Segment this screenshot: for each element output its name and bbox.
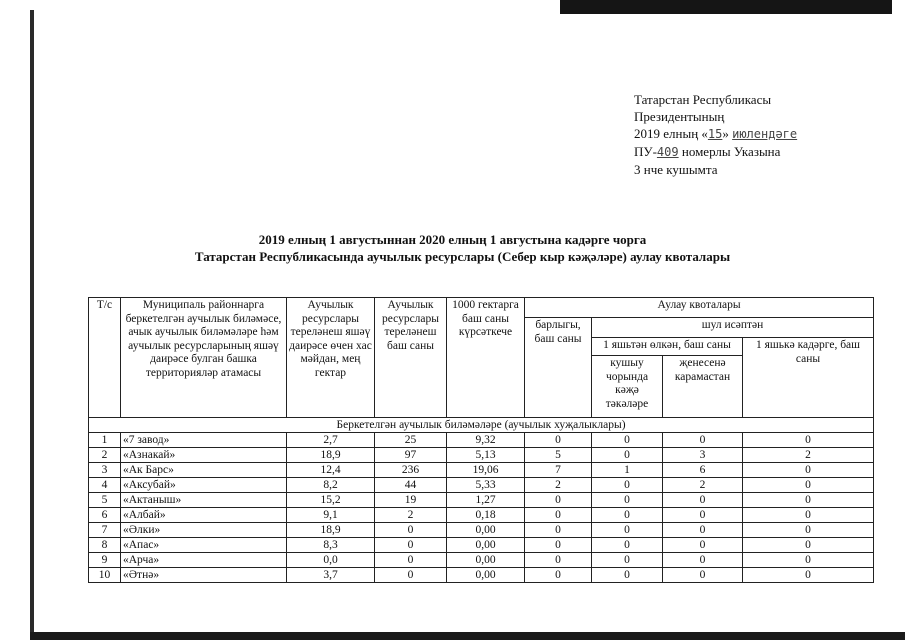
cell-total: 0 bbox=[525, 553, 592, 568]
cell-under1: 0 bbox=[743, 553, 874, 568]
cell-count: 25 bbox=[375, 433, 447, 448]
header-under-1-year: 1 яшькә кадәрге, баш саны bbox=[743, 338, 874, 418]
cell-total: 0 bbox=[525, 523, 592, 538]
cell-n: 1 bbox=[89, 433, 121, 448]
cell-density: 0,00 bbox=[447, 568, 525, 583]
cell-n: 10 bbox=[89, 568, 121, 583]
table-row bbox=[89, 508, 874, 523]
cell-any: 0 bbox=[663, 553, 743, 568]
cell-total: 7 bbox=[525, 463, 592, 478]
cell-name: «Актаныш» bbox=[121, 493, 287, 508]
quota-table bbox=[88, 297, 874, 583]
cell-count: 2 bbox=[375, 508, 447, 523]
cell-male: 0 bbox=[592, 568, 663, 583]
table-row bbox=[89, 463, 874, 478]
cell-density: 5,13 bbox=[447, 448, 525, 463]
cell-name: «7 завод» bbox=[121, 433, 287, 448]
decree-date-prefix: 2019 елның « bbox=[634, 126, 708, 141]
cell-name: «Азнакай» bbox=[121, 448, 287, 463]
cell-n: 5 bbox=[89, 493, 121, 508]
cell-area: 18,9 bbox=[287, 523, 375, 538]
cell-total: 0 bbox=[525, 538, 592, 553]
cell-area: 18,9 bbox=[287, 448, 375, 463]
table-row bbox=[89, 433, 874, 448]
cell-n: 2 bbox=[89, 448, 121, 463]
cell-total: 0 bbox=[525, 433, 592, 448]
header-count: Аучылык ресурслары тереләнеш баш саны bbox=[375, 298, 447, 418]
cell-density: 1,27 bbox=[447, 493, 525, 508]
header-area: Аучылык ресурслары тереләнеш яшәү даирәсе өчен хас мәйдан, мең гектар bbox=[287, 298, 375, 418]
header-including: шул исәптән bbox=[592, 318, 874, 338]
addressee-line-2: Президентының bbox=[634, 109, 725, 124]
cell-total: 5 bbox=[525, 448, 592, 463]
cell-under1: 2 bbox=[743, 448, 874, 463]
cell-n: 8 bbox=[89, 538, 121, 553]
cell-area: 3,7 bbox=[287, 568, 375, 583]
decree-day: 15 bbox=[707, 127, 723, 141]
cell-name: «Ак Барс» bbox=[121, 463, 287, 478]
cell-name: «Апас» bbox=[121, 538, 287, 553]
cell-area: 9,1 bbox=[287, 508, 375, 523]
cell-any: 0 bbox=[663, 568, 743, 583]
cell-under1: 0 bbox=[743, 478, 874, 493]
cell-any: 0 bbox=[663, 508, 743, 523]
cell-n: 3 bbox=[89, 463, 121, 478]
table-row bbox=[89, 448, 874, 463]
cell-male: 0 bbox=[592, 553, 663, 568]
cell-count: 19 bbox=[375, 493, 447, 508]
cell-male: 0 bbox=[592, 433, 663, 448]
table-row bbox=[89, 553, 874, 568]
cell-any: 0 bbox=[663, 538, 743, 553]
header-name: Муниципаль районнарга беркетелгән аучылык биләмәсе, ачык аучылык биләмәләре һәм аучылык ресурсларының яшәү даирәсе булган башка территорияләр атамасы bbox=[121, 298, 287, 418]
cell-male: 0 bbox=[592, 448, 663, 463]
addressee-line-5: 3 нче кушымта bbox=[634, 162, 718, 177]
table-row bbox=[89, 568, 874, 583]
title-line-2: Татарстан Республикасында аучылык ресурслары (Себер кыр кәҗәләре) аулау квоталары bbox=[194, 249, 731, 264]
table-row bbox=[89, 493, 874, 508]
cell-under1: 0 bbox=[743, 568, 874, 583]
cell-name: «Әтнә» bbox=[121, 568, 287, 583]
table-row bbox=[89, 523, 874, 538]
section-row: Беркетелгән аучылык биләмәләре (аучылык хуҗалыклары) bbox=[89, 418, 874, 433]
title-line-1: 2019 елның 1 августыннан 2020 елның 1 августына кадәрге чорга bbox=[258, 232, 647, 247]
cell-male: 1 bbox=[592, 463, 663, 478]
cell-density: 0,18 bbox=[447, 508, 525, 523]
cell-area: 8,2 bbox=[287, 478, 375, 493]
cell-name: «Әлки» bbox=[121, 523, 287, 538]
cell-n: 6 bbox=[89, 508, 121, 523]
cell-any: 0 bbox=[663, 433, 743, 448]
cell-total: 2 bbox=[525, 478, 592, 493]
cell-count: 236 bbox=[375, 463, 447, 478]
cell-any: 6 bbox=[663, 463, 743, 478]
cell-under1: 0 bbox=[743, 493, 874, 508]
cell-male: 0 bbox=[592, 508, 663, 523]
cell-n: 4 bbox=[89, 478, 121, 493]
cell-male: 0 bbox=[592, 493, 663, 508]
decree-number: 409 bbox=[656, 145, 679, 159]
cell-male: 0 bbox=[592, 538, 663, 553]
cell-count: 0 bbox=[375, 568, 447, 583]
document-title bbox=[0, 231, 905, 265]
cell-count: 0 bbox=[375, 523, 447, 538]
cell-any: 0 bbox=[663, 523, 743, 538]
cell-area: 8,3 bbox=[287, 538, 375, 553]
header-males: кушыу чорында кәҗә тәкәләре bbox=[592, 356, 663, 418]
header-num: Т/с bbox=[89, 298, 121, 418]
header-over-1-year: 1 яшьтән өлкән, баш саны bbox=[592, 338, 743, 356]
cell-under1: 0 bbox=[743, 508, 874, 523]
cell-any: 2 bbox=[663, 478, 743, 493]
cell-density: 5,33 bbox=[447, 478, 525, 493]
cell-name: «Аксубай» bbox=[121, 478, 287, 493]
decree-number-prefix: ПУ- bbox=[634, 144, 657, 159]
header-quota-group: Аулау квоталары bbox=[525, 298, 874, 318]
cell-male: 0 bbox=[592, 523, 663, 538]
cell-name: «Арча» bbox=[121, 553, 287, 568]
scan-edge-left bbox=[30, 10, 34, 638]
cell-count: 44 bbox=[375, 478, 447, 493]
cell-density: 0,00 bbox=[447, 523, 525, 538]
cell-name: «Албай» bbox=[121, 508, 287, 523]
decree-date-mid: » bbox=[722, 126, 729, 141]
cell-density: 0,00 bbox=[447, 553, 525, 568]
cell-any: 0 bbox=[663, 493, 743, 508]
decree-number-suffix: номерлы Указына bbox=[681, 144, 781, 159]
cell-count: 97 bbox=[375, 448, 447, 463]
cell-any: 3 bbox=[663, 448, 743, 463]
addressee-line-3 bbox=[634, 125, 797, 143]
header-any-sex: җенесенә карамастан bbox=[663, 356, 743, 418]
cell-density: 19,06 bbox=[447, 463, 525, 478]
cell-area: 0,0 bbox=[287, 553, 375, 568]
cell-density: 9,32 bbox=[447, 433, 525, 448]
cell-under1: 0 bbox=[743, 523, 874, 538]
addressee-line-4 bbox=[634, 143, 797, 161]
cell-total: 0 bbox=[525, 493, 592, 508]
cell-under1: 0 bbox=[743, 538, 874, 553]
scan-edge-bottom bbox=[30, 632, 905, 640]
header-total: барлыгы, баш саны bbox=[525, 318, 592, 418]
cell-total: 0 bbox=[525, 568, 592, 583]
cell-n: 9 bbox=[89, 553, 121, 568]
cell-count: 0 bbox=[375, 538, 447, 553]
addressee-block bbox=[634, 91, 797, 178]
cell-area: 15,2 bbox=[287, 493, 375, 508]
cell-under1: 0 bbox=[743, 433, 874, 448]
cell-under1: 0 bbox=[743, 463, 874, 478]
cell-area: 12,4 bbox=[287, 463, 375, 478]
cell-density: 0,00 bbox=[447, 538, 525, 553]
decree-month: июлендәге bbox=[732, 127, 798, 141]
cell-area: 2,7 bbox=[287, 433, 375, 448]
table-row bbox=[89, 538, 874, 553]
scan-edge-top bbox=[560, 0, 892, 14]
header-density: 1000 гектарга баш саны күрсәткече bbox=[447, 298, 525, 418]
cell-male: 0 bbox=[592, 478, 663, 493]
cell-n: 7 bbox=[89, 523, 121, 538]
cell-total: 0 bbox=[525, 508, 592, 523]
addressee-line-1: Татарстан Республикасы bbox=[634, 92, 772, 107]
table-row bbox=[89, 478, 874, 493]
cell-count: 0 bbox=[375, 553, 447, 568]
